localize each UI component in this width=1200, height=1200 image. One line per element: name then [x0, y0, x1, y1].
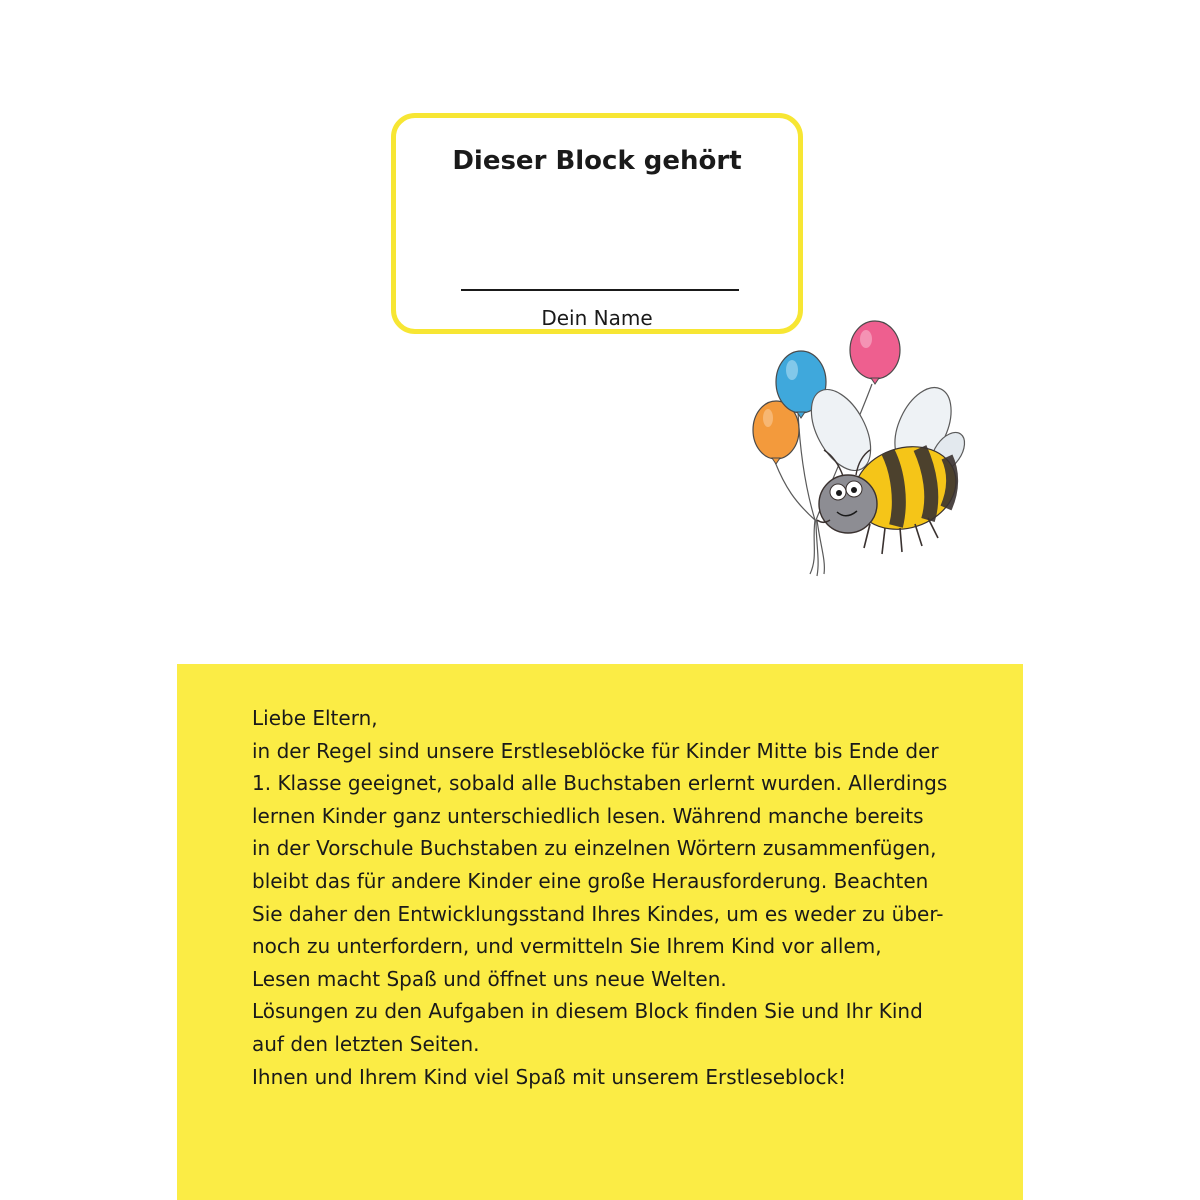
name-box-title: Dieser Block gehört	[452, 146, 742, 176]
parents-note-line: auf den letzten Seiten.	[252, 1031, 480, 1056]
name-caption: Dein Name	[541, 306, 653, 330]
parents-note-text	[252, 702, 1012, 1093]
parents-note-line: in der Vorschule Buchstaben zu einzelnen Wörtern zusammenfügen,	[252, 836, 937, 861]
balloon-pink	[850, 321, 900, 384]
bee	[799, 379, 971, 554]
name-write-line[interactable]	[461, 289, 739, 291]
parents-note-line: Ihnen und Ihrem Kind viel Spaß mit unserem Erstleseblock!	[252, 1064, 847, 1089]
parents-note-panel	[177, 664, 1023, 1200]
parents-note-line: noch zu unterfordern, und vermitteln Sie Ihrem Kind vor allem,	[252, 934, 882, 959]
parents-note-line: Liebe Eltern,	[252, 706, 378, 730]
parents-note-line: Lösungen zu den Aufgaben in diesem Block finden Sie und Ihr Kind	[252, 999, 923, 1024]
parents-note-line: 1. Klasse geeignet, sobald alle Buchstaben erlernt wurden. Allerdings	[252, 771, 948, 796]
parents-note-line: in der Regel sind unsere Erstleseblöcke für Kinder Mitte bis Ende der	[252, 738, 939, 763]
parents-note-line: bleibt das für andere Kinder eine große Herausforderung. Beachten	[252, 868, 929, 893]
name-box	[391, 113, 803, 334]
parents-note-line: lernen Kinder ganz unterschiedlich lesen. Während manche bereits	[252, 803, 924, 828]
bee-with-balloons-illustration	[740, 312, 1000, 584]
parents-note-line: Lesen macht Spaß und öffnet uns neue Welten.	[252, 966, 727, 991]
parents-note-line: Sie daher den Entwicklungsstand Ihres Kindes, um es weder zu über-	[252, 901, 944, 926]
